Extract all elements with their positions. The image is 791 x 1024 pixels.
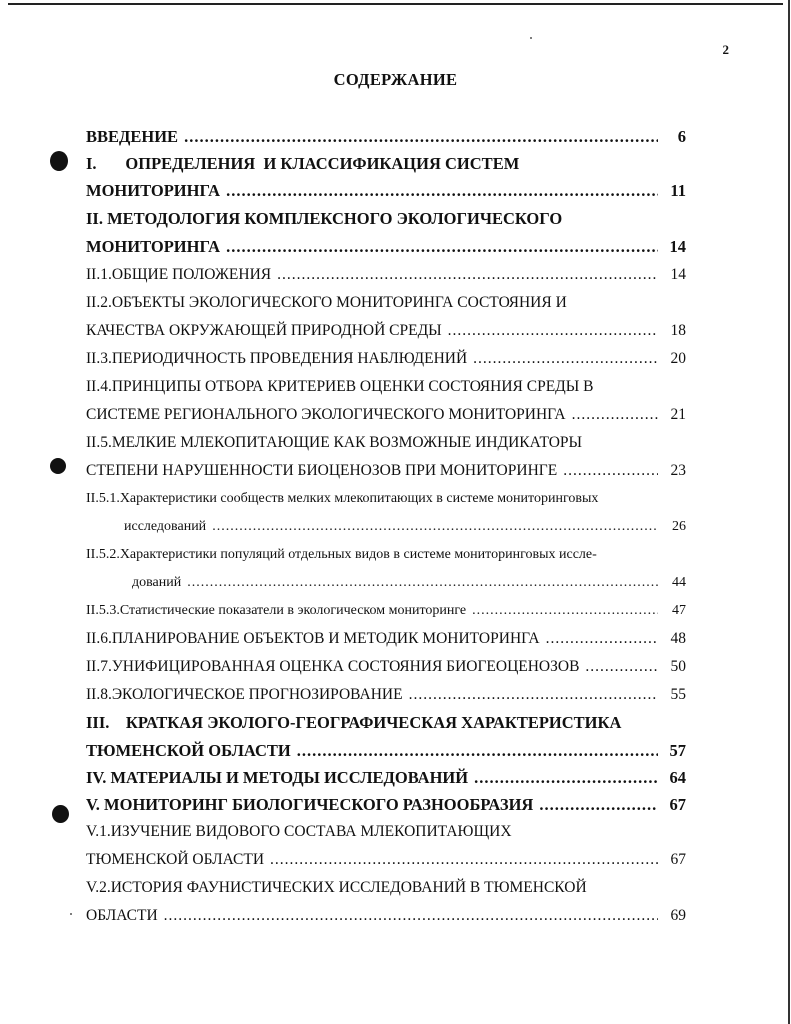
toc-entry-intro[interactable]: ВВЕДЕНИЕ ..... 6: [86, 127, 686, 147]
leader-dots: [572, 406, 658, 424]
leader-dots: [184, 127, 658, 147]
toc-entry-s2-5-1-cont[interactable]: исследований ..... 26: [124, 519, 686, 535]
toc-entry-s2-2-cont[interactable]: КАЧЕСТВА ОКРУЖАЮЩЕЙ ПРИРОДНОЙ СРЕДЫ ..... 18: [86, 322, 686, 340]
leader-dots: [297, 741, 658, 761]
toc-entry-s2-2[interactable]: II.2.ОБЪЕКТЫ ЭКОЛОГИЧЕСКОГО МОНИТОРИНГА СОСТОЯНИЯ И: [86, 294, 567, 311]
ink-blot-1: [50, 151, 68, 171]
toc-entry-s2-4-cont[interactable]: СИСТЕМЕ РЕГИОНАЛЬНОГО ЭКОЛОГИЧЕСКОГО МОНИТОРИНГА ..... 21: [86, 406, 686, 424]
toc-entry-ch2-cont[interactable]: МОНИТОРИНГА ..... 14: [86, 237, 686, 257]
leader-dots: [473, 350, 658, 368]
toc-entry-s2-1[interactable]: II.1.ОБЩИЕ ПОЛОЖЕНИЯ ..... 14: [86, 266, 686, 284]
leader-dots: [164, 907, 658, 925]
toc-entry-s5-1-cont[interactable]: ТЮМЕНСКОЙ ОБЛАСТИ ..... 67: [86, 851, 686, 869]
leader-dots: [539, 795, 658, 815]
toc-entry-s2-5-2-cont[interactable]: дований ..... 44: [132, 575, 686, 591]
toc-entry-s5-2[interactable]: V.2.ИСТОРИЯ ФАУНИСТИЧЕСКИХ ИССЛЕДОВАНИЙ В ТЮМЕНСКОЙ: [86, 879, 587, 896]
leader-dots: [187, 575, 658, 591]
leader-dots: [472, 603, 658, 619]
toc-entry-s2-6[interactable]: II.6.ПЛАНИРОВАНИЕ ОБЪЕКТОВ И МЕТОДИК МОНИТОРИНГА ..... 48: [86, 630, 686, 648]
top-border-line: [8, 3, 783, 5]
speck: [70, 913, 72, 915]
toc-entry-s2-5[interactable]: II.5.МЕЛКИЕ МЛЕКОПИТАЮЩИЕ КАК ВОЗМОЖНЫЕ ИНДИКАТОРЫ: [86, 434, 583, 451]
toc-entry-ch2[interactable]: II. МЕТОДОЛОГИЯ КОМПЛЕКСНОГО ЭКОЛОГИЧЕСКОГО: [86, 209, 563, 228]
speck: [530, 37, 532, 39]
leader-dots: [212, 519, 658, 535]
toc-entry-s2-5-3[interactable]: II.5.3.Статистические показатели в экологическом мониторинге ..... 47: [86, 603, 686, 619]
leader-dots: [277, 266, 658, 284]
leader-dots: [546, 630, 658, 648]
leader-dots: [409, 686, 658, 704]
ink-blot-2: [50, 458, 66, 474]
leader-dots: [226, 181, 658, 201]
toc-entry-ch3-cont[interactable]: ТЮМЕНСКОЙ ОБЛАСТИ ..... 57: [86, 741, 686, 761]
ink-blot-3: [52, 805, 69, 823]
page-title: СОДЕРЖАНИЕ: [333, 70, 458, 89]
toc-entry-ch3[interactable]: III. КРАТКАЯ ЭКОЛОГО-ГЕОГРАФИЧЕСКАЯ ХАРАКТЕРИСТИКА: [86, 713, 622, 732]
leader-dots: [270, 851, 658, 869]
toc-entry-ch1-cont[interactable]: МОНИТОРИНГА ..... 11: [86, 181, 686, 201]
toc-entry-s5-2-cont[interactable]: ОБЛАСТИ ..... 69: [86, 907, 686, 925]
toc-entry-ch4[interactable]: IV. МАТЕРИАЛЫ И МЕТОДЫ ИССЛЕДОВАНИЙ ..... 64: [86, 768, 686, 788]
toc-entry-s2-5-1[interactable]: II.5.1.Характеристики сообществ мелких млекопитающих в системе мониторинговых: [86, 491, 599, 506]
leader-dots: [585, 658, 658, 676]
toc-entry-s2-5-cont[interactable]: СТЕПЕНИ НАРУШЕННОСТИ БИОЦЕНОЗОВ ПРИ МОНИТОРИНГЕ ..... 23: [86, 462, 686, 480]
toc-entry-ch1[interactable]: I. ОПРЕДЕЛЕНИЯ И КЛАССИФИКАЦИЯ СИСТЕМ: [86, 154, 520, 173]
right-border-line: [788, 0, 790, 1024]
toc-entry-ch5[interactable]: V. МОНИТОРИНГ БИОЛОГИЧЕСКОГО РАЗНООБРАЗИЯ ..... 67: [86, 795, 686, 815]
leader-dots: [563, 462, 658, 480]
leader-dots: [226, 237, 658, 257]
toc-entry-s2-3[interactable]: II.3.ПЕРИОДИЧНОСТЬ ПРОВЕДЕНИЯ НАБЛЮДЕНИЙ ..... 20: [86, 350, 686, 368]
leader-dots: [448, 322, 658, 340]
toc-entry-s2-7[interactable]: II.7.УНИФИЦИРОВАННАЯ ОЦЕНКА СОСТОЯНИЯ БИОГЕОЦЕНОЗОВ ..... 50: [86, 658, 686, 676]
toc-entry-s5-1[interactable]: V.1.ИЗУЧЕНИЕ ВИДОВОГО СОСТАВА МЛЕКОПИТАЮЩИХ: [86, 823, 512, 840]
leader-dots: [474, 768, 658, 788]
page-number: 2: [722, 42, 729, 57]
toc-entry-s2-8[interactable]: II.8.ЭКОЛОГИЧЕСКОЕ ПРОГНОЗИРОВАНИЕ ..... 55: [86, 686, 686, 704]
toc-entry-s2-4[interactable]: II.4.ПРИНЦИПЫ ОТБОРА КРИТЕРИЕВ ОЦЕНКИ СОСТОЯНИЯ СРЕДЫ В: [86, 378, 594, 395]
toc-entry-s2-5-2[interactable]: II.5.2.Характеристики популяций отдельных видов в системе мониторинговых иссле-: [86, 547, 597, 562]
